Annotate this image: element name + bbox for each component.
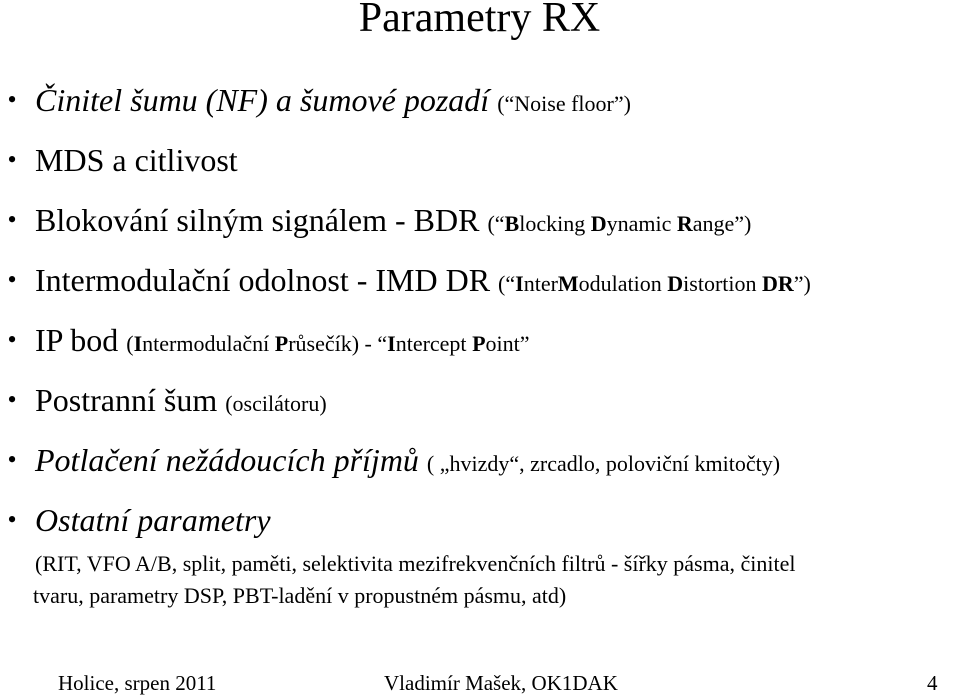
bullet-dot: • [7,325,17,354]
slide-title: Parametry RX [358,0,601,41]
bullet-dot: • [7,445,17,474]
bullet-ip [2,318,952,362]
footer-place-date: Holice, srpen 2011 [58,671,217,695]
bullet-note: ( „hvizdy“, zrcadlo, poloviční kmitočty) [426,451,781,476]
bullet-noise-figure [2,78,952,122]
bullet-phase-noise [2,378,952,422]
bullet-main: Postranní šum [35,382,218,418]
bullet-dot: • [7,385,17,414]
bullet-main: IP bod [35,322,119,358]
bullet-main: Potlačení nežádoucích příjmů [35,442,419,478]
bullet-dot: • [7,145,17,174]
bullet-dot: • [7,205,17,234]
bullet-other [2,498,952,542]
bullet-main: Ostatní parametry [35,502,271,538]
bullet-main: Činitel šumu (NF) a šumové pozadí [35,82,490,118]
bullet-dot: • [7,505,17,534]
bullet-note: (“Blocking Dynamic Range”) [487,211,752,236]
detail-line-1: (RIT, VFO A/B, split, paměti, selektivita mezifrekvenčních filtrů - šířky pásma, činitel [35,551,796,576]
bullet-mds [2,138,952,182]
bullet-note: (“InterModulation Distortion DR”) [498,271,811,296]
bullet-main: Intermodulační odolnost - IMD DR [35,262,491,298]
footer-page-number: 4 [927,671,938,695]
bullet-dot: • [7,85,17,114]
bullet-main: MDS a citlivost [35,142,238,178]
bullet-note: (“Noise floor”) [497,91,631,116]
footer-author: Vladimír Mašek, OK1DAK [384,671,618,695]
bullet-note: (Intermodulační Průsečík) - “Intercept Point” [126,331,530,356]
bullet-dot: • [7,265,17,294]
bullet-bdr [2,198,952,242]
bullet-spurious [2,438,952,482]
detail-line-2: tvaru, parametry DSP, PBT-ladění v propustném pásmu, atd) [33,583,567,608]
bullet-main: Blokování silným signálem - BDR [35,202,480,238]
bullet-note: (oscilátoru) [225,391,327,416]
bullet-imd-dr [2,258,952,302]
